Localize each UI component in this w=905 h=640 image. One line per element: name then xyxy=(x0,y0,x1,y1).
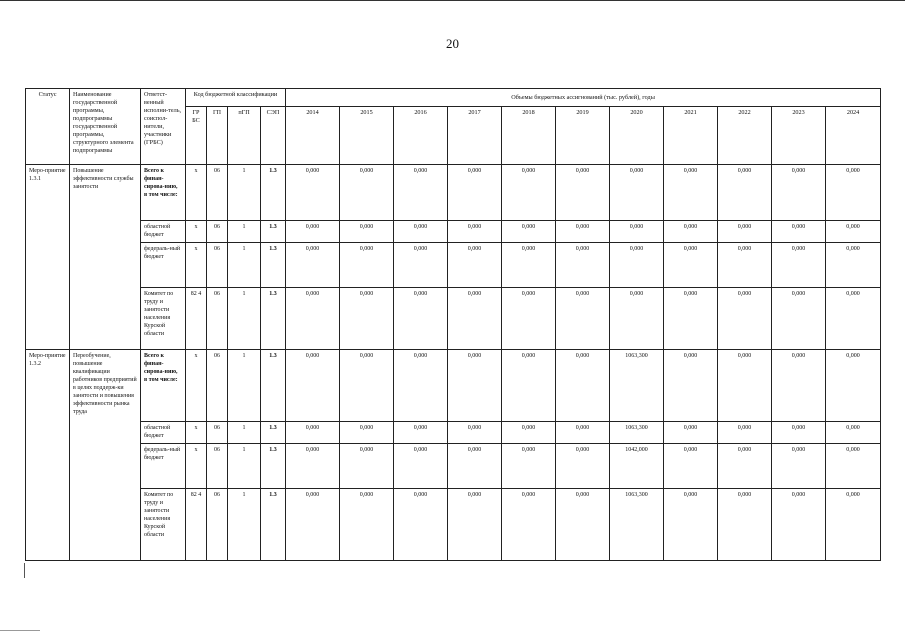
value-cell: 0,000 xyxy=(664,221,718,243)
header-year: 2014 xyxy=(286,107,340,165)
budget-table-container xyxy=(25,88,881,561)
header-year: 2019 xyxy=(556,107,610,165)
measure-status: Меро-приятие 1.3.2 xyxy=(26,350,70,561)
value-cell: 0,000 xyxy=(718,444,772,489)
code-gp-cell: 06 xyxy=(207,444,228,489)
code-pgp-cell: 1 xyxy=(228,221,261,243)
code-grbs-cell: 82 4 xyxy=(186,489,207,561)
value-cell: 0,000 xyxy=(502,422,556,444)
header-code-sep: СЭП xyxy=(261,107,286,165)
code-sep-cell: 1.3 xyxy=(261,243,286,288)
header-status: Статус xyxy=(26,89,70,165)
value-cell: 0,000 xyxy=(610,221,664,243)
value-cell: 0,000 xyxy=(718,165,772,221)
header-code-pgp: пГП xyxy=(228,107,261,165)
value-cell: 0,000 xyxy=(394,444,448,489)
value-cell: 0,000 xyxy=(502,221,556,243)
header-row-1 xyxy=(26,89,881,107)
value-cell: 0,000 xyxy=(394,165,448,221)
value-cell: 0,000 xyxy=(502,165,556,221)
value-cell: 0,000 xyxy=(826,221,881,243)
page-number: 20 xyxy=(446,36,459,51)
table-row xyxy=(26,422,881,444)
table-row xyxy=(26,350,881,422)
header-year: 2023 xyxy=(772,107,826,165)
value-cell: 0,000 xyxy=(394,288,448,350)
code-pgp-cell: 1 xyxy=(228,444,261,489)
value-cell: 0,000 xyxy=(448,489,502,561)
code-grbs-cell: х xyxy=(186,350,207,422)
code-pgp-cell: 1 xyxy=(228,422,261,444)
value-cell: 0,000 xyxy=(826,243,881,288)
value-cell: 0,000 xyxy=(556,288,610,350)
executor-cell: Комитет по труду и занятости населения Курской области xyxy=(141,288,186,350)
executor-cell: Всего к финан-сирова-нию, в том числе: xyxy=(141,165,186,221)
value-cell: 0,000 xyxy=(664,444,718,489)
value-cell: 0,000 xyxy=(664,288,718,350)
code-gp-cell: 06 xyxy=(207,288,228,350)
value-cell: 0,000 xyxy=(502,444,556,489)
header-executor: Ответст-венный исполни-тель, соиспол-нители, участники (ГРБС) xyxy=(141,89,186,165)
header-year: 2021 xyxy=(664,107,718,165)
header-budget-code: Код бюджетной классификации xyxy=(186,89,286,107)
value-cell: 0,000 xyxy=(826,165,881,221)
value-cell: 0,000 xyxy=(502,243,556,288)
code-pgp-cell: 1 xyxy=(228,288,261,350)
table-row xyxy=(26,489,881,561)
table-row xyxy=(26,243,881,288)
value-cell: 0,000 xyxy=(664,422,718,444)
value-cell: 0,000 xyxy=(502,350,556,422)
code-pgp-cell: 1 xyxy=(228,489,261,561)
executor-cell: областной бюджет xyxy=(141,422,186,444)
value-cell: 0,000 xyxy=(286,350,340,422)
value-cell: 0,000 xyxy=(340,350,394,422)
value-cell: 0,000 xyxy=(772,444,826,489)
code-sep-cell: 1.3 xyxy=(261,444,286,489)
code-grbs-cell: х xyxy=(186,444,207,489)
value-cell: 0,000 xyxy=(340,489,394,561)
value-cell: 0,000 xyxy=(826,489,881,561)
value-cell: 1063,300 xyxy=(610,350,664,422)
header-year: 2020 xyxy=(610,107,664,165)
code-grbs-cell: х xyxy=(186,243,207,288)
value-cell: 0,000 xyxy=(448,288,502,350)
code-gp-cell: 06 xyxy=(207,350,228,422)
table-row xyxy=(26,165,881,221)
value-cell: 0,000 xyxy=(340,243,394,288)
code-grbs-cell: 82 4 xyxy=(186,288,207,350)
value-cell: 1063,300 xyxy=(610,422,664,444)
value-cell: 0,000 xyxy=(448,221,502,243)
value-cell: 0,000 xyxy=(718,422,772,444)
value-cell: 0,000 xyxy=(772,489,826,561)
value-cell: 0,000 xyxy=(718,288,772,350)
value-cell: 0,000 xyxy=(448,444,502,489)
value-cell: 0,000 xyxy=(448,350,502,422)
code-sep-cell: 1.3 xyxy=(261,165,286,221)
value-cell: 0,000 xyxy=(610,165,664,221)
code-gp-cell: 06 xyxy=(207,221,228,243)
header-code-grbs: ГР БС xyxy=(186,107,207,165)
measure-status: Меро-приятие 1.3.1 xyxy=(26,165,70,350)
value-cell: 0,000 xyxy=(502,288,556,350)
value-cell: 0,000 xyxy=(394,221,448,243)
code-sep-cell: 1.3 xyxy=(261,350,286,422)
value-cell: 0,000 xyxy=(448,165,502,221)
value-cell: 0,000 xyxy=(286,489,340,561)
value-cell: 0,000 xyxy=(664,350,718,422)
value-cell: 0,000 xyxy=(448,243,502,288)
code-pgp-cell: 1 xyxy=(228,243,261,288)
code-gp-cell: 06 xyxy=(207,489,228,561)
value-cell: 0,000 xyxy=(340,221,394,243)
value-cell: 0,000 xyxy=(664,243,718,288)
value-cell: 0,000 xyxy=(718,221,772,243)
code-grbs-cell: х xyxy=(186,165,207,221)
value-cell: 0,000 xyxy=(556,165,610,221)
value-cell: 0,000 xyxy=(772,422,826,444)
value-cell: 0,000 xyxy=(718,489,772,561)
header-name: Наименование государственной программы, подпрограммы государственной программы, структурного элемента подпрограммы xyxy=(70,89,141,165)
value-cell: 0,000 xyxy=(394,489,448,561)
header-volumes: Объемы бюджетных ассигнований (тыс. рублей), годы xyxy=(286,89,881,107)
value-cell: 0,000 xyxy=(664,165,718,221)
value-cell: 0,000 xyxy=(394,422,448,444)
executor-cell: Комитет по труду и занятости населения Курской области xyxy=(141,489,186,561)
value-cell: 0,000 xyxy=(772,221,826,243)
value-cell: 0,000 xyxy=(772,350,826,422)
value-cell: 0,000 xyxy=(286,288,340,350)
value-cell: 0,000 xyxy=(718,350,772,422)
code-pgp-cell: 1 xyxy=(228,350,261,422)
value-cell: 0,000 xyxy=(556,221,610,243)
value-cell: 0,000 xyxy=(340,444,394,489)
value-cell: 0,000 xyxy=(556,350,610,422)
top-border xyxy=(0,0,905,1)
code-gp-cell: 06 xyxy=(207,243,228,288)
measure-name: Повышение эффективности службы занятости xyxy=(70,165,141,350)
executor-cell: федераль-ный бюджет xyxy=(141,243,186,288)
value-cell: 0,000 xyxy=(826,444,881,489)
value-cell: 0,000 xyxy=(772,165,826,221)
value-cell: 1063,300 xyxy=(610,489,664,561)
value-cell: 0,000 xyxy=(610,288,664,350)
value-cell: 0,000 xyxy=(286,444,340,489)
header-year: 2024 xyxy=(826,107,881,165)
code-sep-cell: 1.3 xyxy=(261,221,286,243)
value-cell: 0,000 xyxy=(340,288,394,350)
value-cell: 0,000 xyxy=(718,243,772,288)
header-year: 2016 xyxy=(394,107,448,165)
code-pgp-cell: 1 xyxy=(228,165,261,221)
value-cell: 0,000 xyxy=(556,422,610,444)
header-year: 2015 xyxy=(340,107,394,165)
value-cell: 0,000 xyxy=(664,489,718,561)
code-gp-cell: 06 xyxy=(207,422,228,444)
code-sep-cell: 1.3 xyxy=(261,489,286,561)
value-cell: 0,000 xyxy=(502,489,556,561)
scan-mark xyxy=(0,630,40,631)
table-row xyxy=(26,288,881,350)
executor-cell: федераль-ный бюджет xyxy=(141,444,186,489)
value-cell: 0,000 xyxy=(394,350,448,422)
value-cell: 0,000 xyxy=(286,221,340,243)
value-cell: 0,000 xyxy=(772,288,826,350)
measure-name: Переобучение, повышение квалификации работников предприятий в целях поддерж-ки занятости и повышения эффективности рынка труда xyxy=(70,350,141,561)
executor-cell: областной бюджет xyxy=(141,221,186,243)
value-cell: 0,000 xyxy=(610,243,664,288)
value-cell: 0,000 xyxy=(772,243,826,288)
value-cell: 0,000 xyxy=(556,444,610,489)
table-row xyxy=(26,444,881,489)
value-cell: 0,000 xyxy=(286,243,340,288)
header-year: 2022 xyxy=(718,107,772,165)
value-cell: 0,000 xyxy=(394,243,448,288)
header-year: 2018 xyxy=(502,107,556,165)
code-sep-cell: 1.3 xyxy=(261,422,286,444)
value-cell: 0,000 xyxy=(556,489,610,561)
value-cell: 0,000 xyxy=(826,288,881,350)
executor-cell: Всего к финан-сирова-нию, в том числе: xyxy=(141,350,186,422)
code-gp-cell: 06 xyxy=(207,165,228,221)
scan-mark xyxy=(24,563,25,578)
value-cell: 0,000 xyxy=(286,422,340,444)
code-grbs-cell: х xyxy=(186,221,207,243)
header-code-gp: ГП xyxy=(207,107,228,165)
value-cell: 0,000 xyxy=(340,165,394,221)
value-cell: 0,000 xyxy=(286,165,340,221)
value-cell: 0,000 xyxy=(340,422,394,444)
budget-table xyxy=(25,88,881,561)
value-cell: 0,000 xyxy=(556,243,610,288)
value-cell: 0,000 xyxy=(448,422,502,444)
value-cell: 1042,000 xyxy=(610,444,664,489)
value-cell: 0,000 xyxy=(826,350,881,422)
value-cell: 0,000 xyxy=(826,422,881,444)
code-sep-cell: 1.3 xyxy=(261,288,286,350)
code-grbs-cell: х xyxy=(186,422,207,444)
header-year: 2017 xyxy=(448,107,502,165)
table-row xyxy=(26,221,881,243)
